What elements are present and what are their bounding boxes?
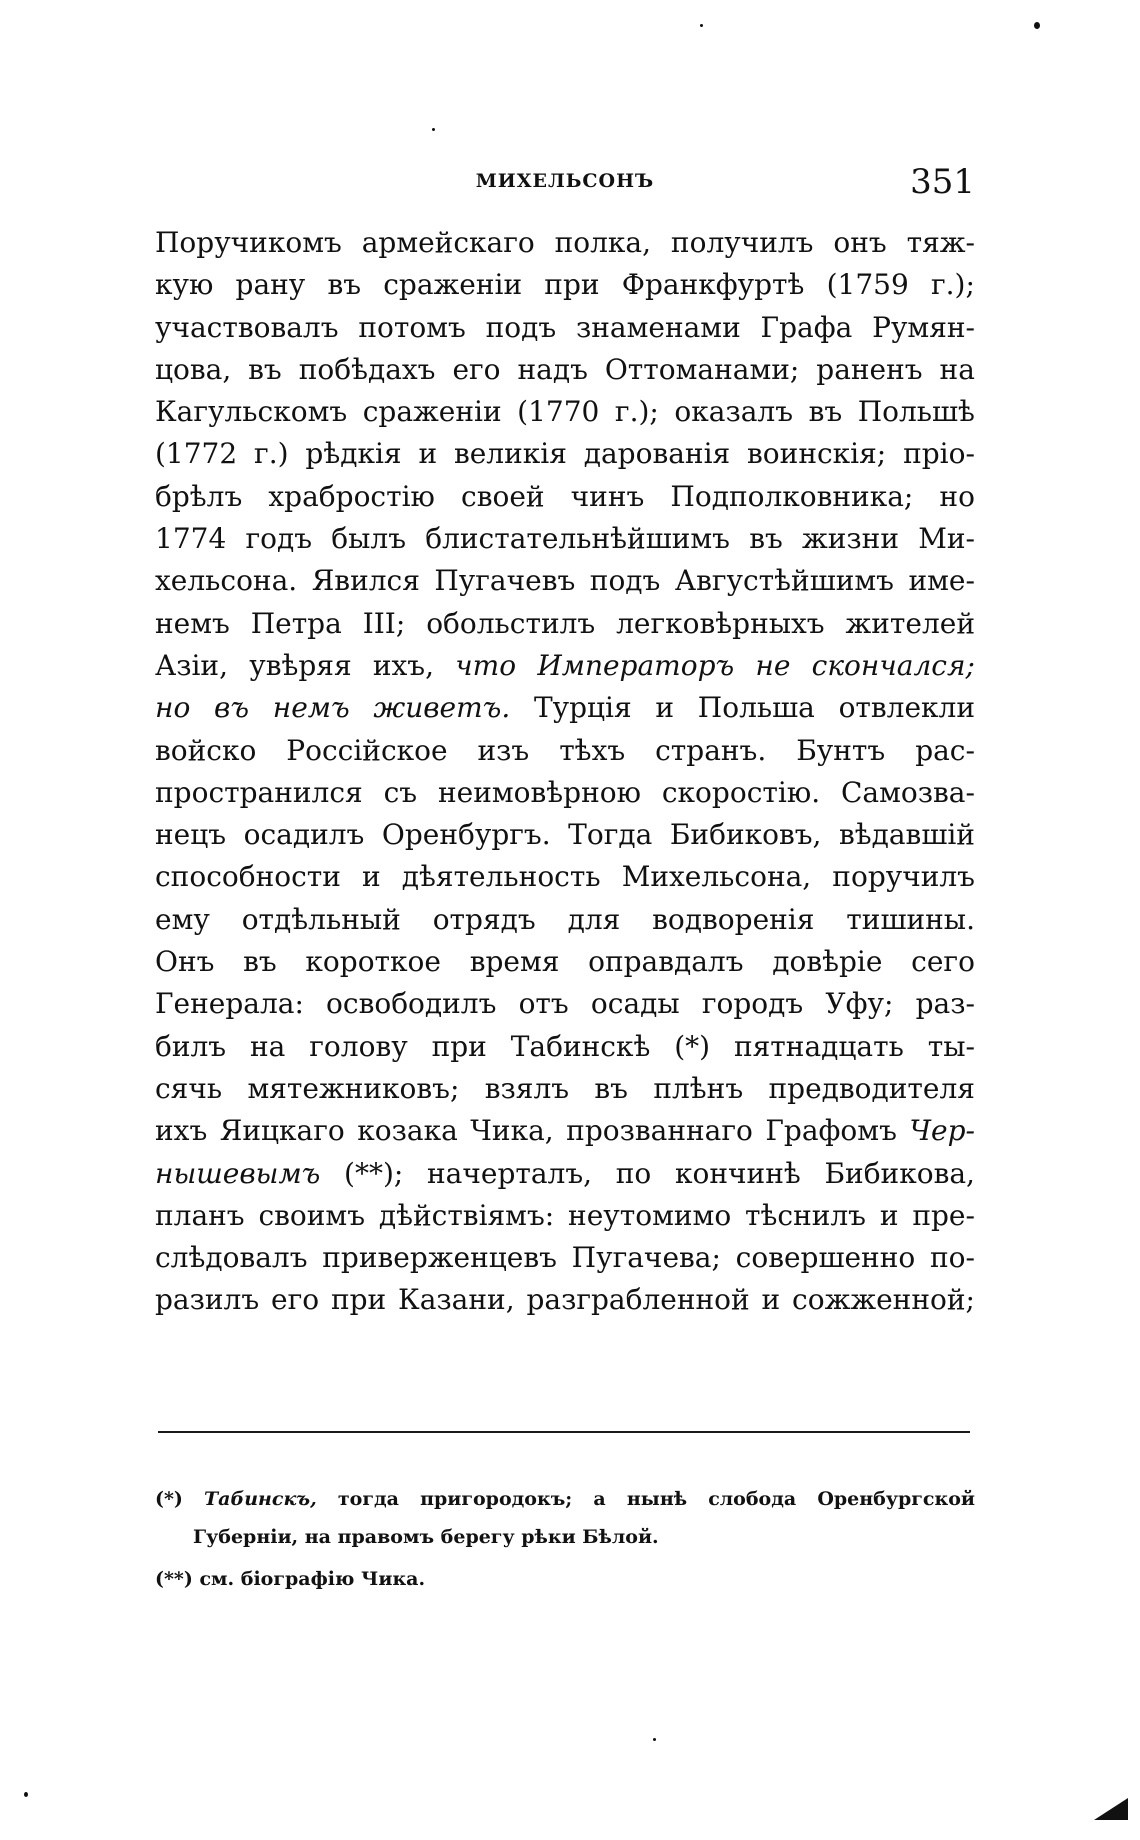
footnote-word: (*) xyxy=(155,1488,183,1510)
word: время xyxy=(469,945,560,979)
footnote-word: а xyxy=(593,1488,606,1510)
word: поручилъ xyxy=(832,860,975,894)
word: нецъ xyxy=(155,818,227,852)
page-number: 351 xyxy=(910,162,975,202)
word: осадилъ xyxy=(243,818,365,852)
word: ихъ, xyxy=(372,648,435,682)
word: раненъ xyxy=(816,352,923,386)
word: разилъ xyxy=(155,1283,260,1317)
word: и xyxy=(362,860,381,894)
word: способности xyxy=(155,860,341,894)
word: Ми- xyxy=(918,522,975,556)
text-line xyxy=(155,1237,975,1279)
running-title: МИХЕЛЬСОНЪ xyxy=(475,170,655,192)
word: Михельсона, xyxy=(621,860,812,894)
word: Императоръ xyxy=(537,648,735,682)
word: потомъ xyxy=(358,310,466,344)
word: надъ xyxy=(517,352,588,386)
word: своимъ xyxy=(258,1198,366,1232)
text-line xyxy=(155,560,975,602)
word: рас- xyxy=(915,733,975,767)
word: Графомъ xyxy=(765,1114,897,1148)
word: Подполковника; xyxy=(670,479,914,513)
text-line xyxy=(155,1026,975,1068)
word: тяж- xyxy=(906,226,975,259)
text-line xyxy=(155,1153,975,1195)
word: сячь xyxy=(155,1071,223,1105)
word: жизни xyxy=(801,522,899,556)
word: кую xyxy=(155,268,214,302)
word: въ xyxy=(808,395,843,429)
word: живетъ. xyxy=(373,691,511,725)
word: козака xyxy=(357,1114,458,1148)
word: Чер- xyxy=(909,1114,975,1148)
word: вѣдавшій xyxy=(838,818,975,852)
running-head xyxy=(155,162,975,208)
word: начерталъ, xyxy=(427,1156,593,1190)
word: Турція xyxy=(533,691,632,725)
text-line xyxy=(155,476,975,518)
word: подъ xyxy=(485,310,557,344)
word: побѣдахъ xyxy=(298,352,436,386)
word: съ xyxy=(383,775,418,809)
word: и xyxy=(655,691,675,725)
word: совершенно xyxy=(735,1241,916,1275)
scan-speck xyxy=(1034,22,1040,29)
footnote-word: пригородокъ; xyxy=(420,1488,573,1510)
text-line xyxy=(155,1068,975,1110)
word: по- xyxy=(930,1241,975,1275)
word: име- xyxy=(908,564,975,598)
word: (*) xyxy=(674,1029,711,1063)
footnotes xyxy=(155,1480,975,1598)
word: въ xyxy=(327,268,362,302)
word: тишины. xyxy=(846,902,975,936)
word: освободилъ xyxy=(326,987,497,1021)
word: сожженной; xyxy=(792,1283,975,1317)
word: Пугачева; xyxy=(571,1241,721,1275)
footnote-2 xyxy=(155,1560,975,1598)
word: Бибикова, xyxy=(824,1156,975,1190)
word: неутомимо xyxy=(568,1198,732,1232)
word: увѣряя xyxy=(249,648,352,682)
word: полка, xyxy=(554,226,652,259)
word: Яицкаго xyxy=(219,1114,345,1148)
word: въ xyxy=(749,522,783,556)
text-line xyxy=(155,264,975,306)
word: отрядъ xyxy=(432,902,536,936)
text-line xyxy=(155,814,975,856)
footnote-1-line-2 xyxy=(155,1518,975,1556)
word: слѣдовалъ xyxy=(155,1241,308,1275)
word: дѣятельность xyxy=(401,860,601,894)
text-line xyxy=(155,983,975,1025)
word: билъ xyxy=(155,1029,227,1063)
word: немъ xyxy=(155,606,230,640)
word: но xyxy=(939,479,975,513)
word: но xyxy=(155,691,191,725)
word: храбростію xyxy=(268,479,435,513)
word: подъ xyxy=(589,564,661,598)
word: на xyxy=(939,352,975,386)
word: армейскаго xyxy=(361,226,535,259)
word: жителей xyxy=(845,606,975,640)
word: рану xyxy=(235,268,306,302)
word: брѣлъ xyxy=(155,479,243,513)
word: годъ xyxy=(245,522,313,556)
word: Тогда xyxy=(568,818,653,852)
word: въ xyxy=(594,1071,628,1105)
word: оправдалъ xyxy=(588,945,744,979)
footnote-word: Оренбургской xyxy=(817,1488,975,1510)
word: отъ xyxy=(518,987,569,1021)
word: отвлекли xyxy=(838,691,975,725)
word: г.); xyxy=(614,395,659,429)
word: цова, xyxy=(155,352,232,386)
word: Казани, xyxy=(398,1283,515,1317)
word: легковѣрныхъ xyxy=(616,606,825,640)
word: на xyxy=(250,1029,286,1063)
word: дарованія xyxy=(583,437,731,471)
word: (1770 xyxy=(517,395,600,429)
word: немъ xyxy=(272,691,350,725)
word: Онъ xyxy=(155,945,215,979)
word: получилъ xyxy=(670,226,814,259)
word: тѣснилъ xyxy=(745,1198,866,1232)
word: планъ xyxy=(155,1198,245,1232)
text-line xyxy=(155,1279,975,1321)
word: (**); xyxy=(344,1156,404,1190)
word: своей xyxy=(461,479,545,513)
footnote-1-line-1 xyxy=(155,1480,975,1518)
word: мятежниковъ; xyxy=(247,1071,460,1105)
word: Румян- xyxy=(872,310,975,344)
text-line xyxy=(155,518,975,560)
word: Франкфуртѣ xyxy=(621,268,805,302)
word: хельсона. xyxy=(155,564,298,598)
scan-speck xyxy=(24,1792,28,1797)
word: участвовалъ xyxy=(155,310,339,344)
word: неимовѣрною xyxy=(437,775,641,809)
text-line xyxy=(155,899,975,941)
word: Кагульскомъ xyxy=(155,395,348,429)
word: рѣдкія xyxy=(305,437,402,471)
text-line xyxy=(155,856,975,898)
word: изъ xyxy=(477,733,530,767)
word: Пугачевъ xyxy=(434,564,576,598)
text-line xyxy=(155,349,975,391)
word: былъ xyxy=(331,522,407,556)
footnote-rule xyxy=(158,1431,970,1433)
word: осады xyxy=(590,987,680,1021)
footnote-word: тогда xyxy=(337,1488,399,1510)
word: при xyxy=(544,268,600,302)
word: пятнадцать xyxy=(733,1029,904,1063)
word: что xyxy=(455,648,517,682)
footnote-word: слобода xyxy=(708,1488,797,1510)
word: знаменами xyxy=(575,310,741,344)
footnote-1-continuation: Губерніи, на правомъ берегу рѣки Бѣлой. xyxy=(193,1526,659,1548)
word: дѣйствіямъ: xyxy=(378,1198,555,1232)
word: тѣхъ xyxy=(559,733,626,767)
scan-speck xyxy=(432,128,435,131)
word: не xyxy=(755,648,791,682)
word: пространился xyxy=(155,775,363,809)
text-line xyxy=(155,433,975,475)
word: странъ. xyxy=(655,733,767,767)
word: Явился xyxy=(311,564,420,598)
word: отдѣльный xyxy=(241,902,401,936)
word: Польшѣ xyxy=(857,395,975,429)
word: Оренбургъ. xyxy=(381,818,551,852)
word: Бибиковъ, xyxy=(669,818,822,852)
text-line xyxy=(155,941,975,983)
text-line xyxy=(155,645,975,687)
word: и xyxy=(761,1283,781,1317)
text-line xyxy=(155,222,975,264)
word: скончался; xyxy=(811,648,975,682)
scan-speck xyxy=(653,1738,656,1741)
body-text xyxy=(155,222,975,1322)
word: взялъ xyxy=(484,1071,570,1105)
footnote-word: нынѣ xyxy=(626,1488,688,1510)
word: кончинѣ xyxy=(675,1156,801,1190)
word: разграбленной xyxy=(526,1283,750,1317)
word: войско xyxy=(155,733,257,767)
word: великія xyxy=(453,437,567,471)
word: (1772 xyxy=(155,437,238,471)
word: сего xyxy=(911,945,975,979)
word: сраженіи xyxy=(362,395,502,429)
text-line xyxy=(155,307,975,349)
word: воинскія; xyxy=(747,437,887,471)
word: и xyxy=(879,1198,899,1232)
word: пріо- xyxy=(903,437,975,471)
text-line xyxy=(155,603,975,645)
word: оказалъ xyxy=(674,395,794,429)
word: для xyxy=(567,902,621,936)
word: III; xyxy=(362,606,406,640)
text-line xyxy=(155,391,975,433)
word: по xyxy=(615,1156,652,1190)
word: раз- xyxy=(915,987,975,1021)
scan-speck xyxy=(700,24,703,27)
word: сраженіи xyxy=(383,268,523,302)
word: 1774 xyxy=(155,522,227,556)
text-line xyxy=(155,1195,975,1237)
scan-corner-mark xyxy=(1094,1798,1128,1820)
word: ты- xyxy=(927,1029,975,1063)
text-line xyxy=(155,730,975,772)
word: ихъ xyxy=(155,1114,208,1148)
word: Россійское xyxy=(286,733,448,767)
word: Августѣйшимъ xyxy=(674,564,894,598)
word: нышевымъ xyxy=(155,1156,321,1190)
word: прозваннаго xyxy=(566,1114,753,1148)
word: плѣнъ xyxy=(653,1071,744,1105)
word: Польша xyxy=(697,691,815,725)
word: Чика, xyxy=(470,1114,554,1148)
word: городъ xyxy=(701,987,804,1021)
word: Петра xyxy=(250,606,342,640)
word: Графа xyxy=(760,310,853,344)
text-line xyxy=(155,687,975,729)
word: при xyxy=(431,1029,487,1063)
word: Уфу; xyxy=(825,987,894,1021)
word: приверженцевъ xyxy=(322,1241,557,1275)
word: г.); xyxy=(930,268,975,302)
word: его xyxy=(271,1283,320,1317)
word: онъ xyxy=(833,226,887,259)
word: короткое xyxy=(305,945,441,979)
word: Азіи, xyxy=(155,648,228,682)
word: Табинскѣ xyxy=(510,1029,651,1063)
word: (1759 xyxy=(826,268,909,302)
text-line xyxy=(155,1110,975,1152)
word: при xyxy=(330,1283,387,1317)
word: чинъ xyxy=(570,479,645,513)
word: Самозва- xyxy=(841,775,975,809)
text-line xyxy=(155,772,975,814)
word: въ xyxy=(248,352,282,386)
word: довѣріе xyxy=(772,945,883,979)
word: обольстилъ xyxy=(426,606,596,640)
word: Оттоманами; xyxy=(604,352,800,386)
word: и xyxy=(418,437,438,471)
word: предводителя xyxy=(768,1071,975,1105)
word: пре- xyxy=(912,1198,975,1232)
word: въ xyxy=(214,691,250,725)
word: его xyxy=(452,352,501,386)
footnote-2-text: (**) см. біографію Чика. xyxy=(155,1568,426,1590)
word: ему xyxy=(155,902,210,936)
word: голову xyxy=(309,1029,408,1063)
word: Поручикомъ xyxy=(155,226,342,259)
word: скоростію. xyxy=(661,775,821,809)
word: въ xyxy=(243,945,277,979)
word: г.) xyxy=(254,437,289,471)
word: блистательнѣйшимъ xyxy=(425,522,730,556)
word: Генерала: xyxy=(155,987,304,1021)
word: Бунтъ xyxy=(796,733,886,767)
word: водворенія xyxy=(652,902,815,936)
footnote-word: Табинскъ, xyxy=(204,1488,317,1510)
